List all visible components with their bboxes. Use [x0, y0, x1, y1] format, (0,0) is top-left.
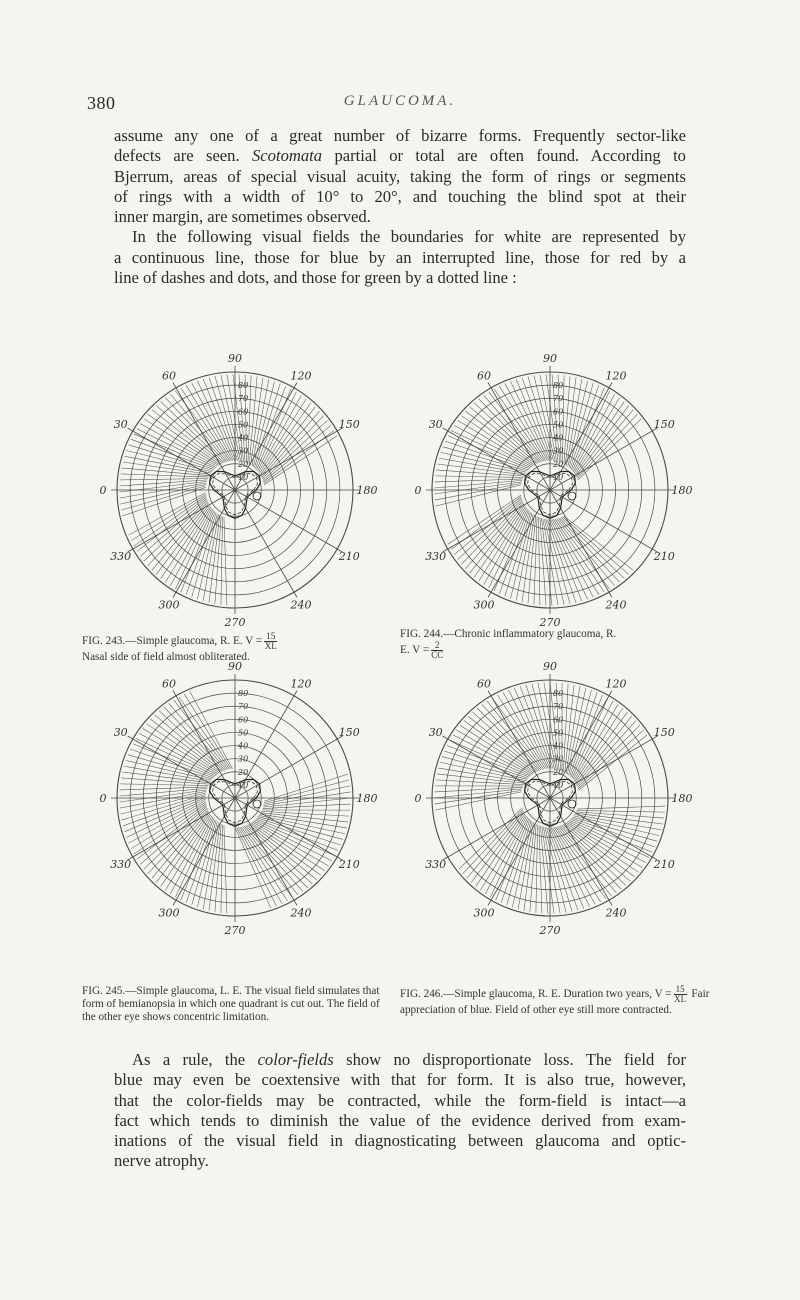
perimetry-chart [85, 340, 385, 640]
degree-label: 70 [238, 702, 249, 712]
meridian-label: 240 [605, 906, 627, 920]
hatch-line [264, 786, 350, 804]
meridian-label: 120 [605, 369, 627, 383]
hatch-line [577, 810, 665, 812]
hatch-line [224, 517, 227, 605]
meridian-label: 30 [113, 726, 128, 739]
meridian-label: 270 [539, 616, 561, 629]
degree-label: 30 [553, 754, 564, 764]
hatch-line [552, 519, 593, 597]
meridian-label: 90 [543, 352, 557, 365]
hatch-line [436, 780, 524, 785]
meridian-label: 210 [653, 858, 675, 871]
degree-label: 40 [553, 433, 564, 443]
hatch-line [435, 483, 521, 500]
blind-spot [253, 800, 261, 808]
meridian-label: 150 [653, 726, 675, 739]
degree-label: 70 [553, 394, 564, 404]
text-line: defects are seen. Scotomata partial or total are often found. According to [114, 146, 686, 166]
visual-field-chart-244 [400, 340, 700, 640]
text-line: of rings with a width of 10° to 20°, and touching the blind spot at their [114, 186, 686, 206]
meridian-label: 330 [425, 858, 447, 871]
hatch-line [438, 768, 525, 782]
hatch-line [254, 384, 280, 468]
text-line: fact which tends to diminish the value of the evidence derived from exam- [114, 1110, 686, 1130]
text-line: Bjerrum, areas of special visual acuity, taking the form of rings or segments [114, 166, 686, 186]
hatch-line [562, 517, 628, 575]
hatch-line [152, 410, 221, 464]
meridian-label: 60 [477, 369, 491, 383]
hatch-line [137, 805, 206, 859]
meridian-label: 300 [158, 906, 180, 920]
degree-label: 80 [238, 381, 249, 391]
scotomata-term: Scotomata [252, 146, 323, 166]
degree-label: 20 [553, 459, 564, 469]
hatch-line [463, 810, 523, 874]
hatch-line [516, 379, 550, 460]
meridian-label: 210 [653, 550, 675, 563]
hatch-line [148, 810, 208, 874]
perimetry-chart [400, 340, 700, 640]
hatch-line [264, 774, 348, 801]
hatch-line [140, 807, 207, 865]
hatch-line [538, 517, 539, 605]
hatch-line [237, 827, 277, 905]
degree-label: 10 [553, 780, 564, 790]
visual-field-chart-245 [85, 648, 385, 948]
hatch-line [148, 502, 208, 566]
degree-label: 70 [238, 394, 249, 404]
hatch-line [124, 797, 205, 831]
degree-label: 20 [553, 767, 564, 777]
degree-label: 10 [553, 472, 564, 482]
meridian-label: 0 [414, 484, 422, 497]
hatch-line [576, 712, 628, 783]
hatch-line [221, 825, 223, 913]
text-line: inations of the visual field in diagnosticating between glaucoma and optic- [114, 1131, 686, 1151]
hatch-line [549, 827, 583, 908]
meridian-label: 90 [228, 352, 242, 365]
hatch-line [159, 711, 223, 771]
perimetry-chart [85, 648, 385, 948]
hatch-line [261, 407, 315, 476]
hatch-line [128, 755, 213, 779]
degree-label: 30 [238, 754, 249, 764]
hatch-line [120, 478, 208, 479]
text-line: In the following visual fields the boundaries for white are represented by [132, 227, 686, 247]
meridian-label: 270 [539, 924, 561, 937]
degree-label: 80 [553, 689, 564, 699]
meridian-label: 270 [224, 616, 246, 629]
hatch-line [263, 792, 350, 806]
hatch-line [244, 826, 303, 891]
blind-spot [568, 492, 576, 500]
hatch-line [470, 504, 524, 573]
text-line: As a rule, the color-fields show no disproportionate loss. The field for [132, 1050, 687, 1069]
meridian-label: 30 [428, 726, 443, 739]
hatch-line [224, 825, 227, 913]
hatch-line [169, 703, 227, 770]
hatch-line [460, 725, 534, 773]
hatch-line [454, 498, 522, 555]
hatch-line [140, 499, 207, 557]
meridian-label: 270 [224, 924, 246, 937]
hatch-line [121, 486, 206, 510]
meridian-label: 0 [99, 484, 107, 497]
hatch-line [263, 804, 351, 809]
degree-label: 40 [238, 433, 249, 443]
hatch-line [570, 692, 597, 776]
visual-field-chart-243 [85, 340, 385, 640]
meridian-label: 300 [473, 598, 495, 612]
hatch-line [562, 825, 626, 885]
hatch-line [459, 808, 522, 869]
meridian-label: 180 [671, 484, 693, 497]
hatch-line [559, 826, 617, 893]
figure-caption-244: FIG. 244.—Chronic inflammatory glaucoma, R. E. V = $\frac{2}{CC}$ [400, 628, 617, 660]
degree-label: 70 [553, 702, 564, 712]
meridian-label: 60 [162, 677, 176, 691]
hatch-line [547, 519, 576, 602]
hatch-line [484, 395, 542, 462]
degree-label: 60 [238, 715, 249, 725]
meridian-label: 30 [113, 418, 128, 431]
degree-label: 50 [553, 420, 564, 430]
meridian-label: 210 [338, 858, 360, 871]
hatch-line [257, 818, 341, 845]
meridian-label: 90 [228, 660, 242, 673]
hatch-line [564, 516, 633, 570]
meridian-label: 330 [425, 550, 447, 563]
hatch-line [221, 517, 223, 605]
figure-caption-245: FIG. 245.—Simple glaucoma, L. E. The visual field simulates that form of hemianopsia in which one quadrant is cut out. The field of the other eye shows concentric limitation. [82, 985, 380, 1023]
degree-label: 50 [238, 728, 249, 738]
hatch-line [435, 787, 523, 792]
meridian-label: 150 [653, 418, 675, 431]
meridian-label: 120 [290, 369, 312, 383]
hatch-line [577, 806, 665, 809]
degree-label: 60 [238, 407, 249, 417]
hatch-line [259, 815, 345, 833]
hatch-line [134, 434, 215, 468]
hatch-line [434, 789, 522, 798]
meridian-label: 300 [158, 598, 180, 612]
meridian-label: 300 [473, 906, 495, 920]
hatch-line [435, 476, 523, 478]
hatch-line [507, 821, 531, 906]
degree-label: 80 [238, 689, 249, 699]
fraction: $\frac{15}{XL}$ [264, 631, 277, 651]
hatch-line [257, 389, 291, 470]
figure-caption-246: FIG. 246.—Simple glaucoma, R. E. Duration two years, V = $\frac{15}{XL}$ Fair appreciation of blue. Field of other eye still more contracted. [400, 984, 710, 1016]
meridian-label: 120 [605, 677, 627, 691]
hatch-line [179, 697, 229, 769]
hatch-line [536, 825, 538, 913]
hatch-line [263, 425, 331, 482]
hatch-line [443, 447, 528, 471]
hatch-line [444, 751, 528, 778]
hatch-line [120, 484, 206, 504]
hatch-line [578, 419, 641, 480]
closing-paragraph [114, 1050, 686, 1172]
hatch-line [509, 690, 549, 768]
text-line: a continuous line, those for blue by an interrupted line, those for red by a [114, 247, 686, 267]
meridian-label: 150 [338, 726, 360, 739]
text-line: that the color-fields may be contracted, while the form-field is intact—a [114, 1090, 686, 1110]
hatch-line [129, 445, 213, 471]
perimetry-chart [400, 648, 700, 948]
fraction: $\frac{15}{XL}$ [674, 984, 687, 1004]
degree-label: 60 [553, 715, 564, 725]
hatch-line [435, 790, 522, 804]
meridian-label: 180 [671, 792, 693, 805]
hatch-line [474, 403, 538, 463]
meridian-label: 240 [290, 906, 312, 920]
meridian-label: 0 [99, 792, 107, 805]
hatch-line [573, 817, 658, 841]
blind-spot [253, 492, 261, 500]
degree-label: 40 [553, 741, 564, 751]
figure-caption-243: FIG. 243.—Simple glaucoma, R. E. V = $\frac{15}{XL}$ Nasal side of field almost obliterated. [82, 631, 277, 663]
hatch-line [578, 730, 643, 789]
hatch-line [566, 686, 580, 773]
text-line: assume any one of a great number of bizarre forms. Frequently sector-like [114, 126, 686, 145]
hatch-line [120, 791, 206, 808]
meridian-label: 210 [338, 550, 360, 563]
text-line: inner margin, are sometimes observed. [114, 207, 371, 227]
text-line: nerve atrophy. [114, 1151, 209, 1171]
degree-label: 30 [238, 446, 249, 456]
degree-label: 10 [238, 780, 249, 790]
hatch-line [250, 824, 321, 876]
hatch-line [577, 414, 637, 478]
meridian-label: 330 [110, 858, 132, 871]
meridian-label: 240 [605, 598, 627, 612]
hatch-line [543, 827, 560, 913]
meridian-label: 330 [110, 550, 132, 563]
blind-spot [568, 800, 576, 808]
hatch-line [563, 684, 568, 772]
meridian-label: 120 [290, 677, 312, 691]
degree-label: 60 [553, 407, 564, 417]
color-fields-term: color-fields [257, 1050, 334, 1069]
intro-paragraph [114, 126, 686, 288]
meridian-label: 60 [477, 677, 491, 691]
hatch-line [174, 700, 228, 769]
hatch-line [489, 392, 543, 461]
hatch-line [440, 762, 526, 780]
hatch-line [251, 823, 325, 871]
hatch-line [567, 688, 585, 774]
degree-label: 50 [238, 420, 249, 430]
meridian-label: 60 [162, 369, 176, 383]
meridian-label: 150 [338, 418, 360, 431]
degree-label: 50 [553, 728, 564, 738]
running-head: GLAUCOMA. [343, 93, 457, 109]
degree-label: 40 [238, 741, 249, 751]
hatch-line [137, 497, 206, 551]
hatch-line [120, 784, 208, 786]
hatch-line [192, 513, 216, 598]
meridian-label: 180 [356, 792, 378, 805]
hatch-line [260, 814, 347, 828]
hatch-line [505, 512, 531, 596]
degree-label: 80 [553, 381, 564, 391]
hatch-line [192, 383, 233, 461]
hatch-line [209, 377, 238, 460]
hatch-line [435, 792, 521, 810]
meridian-label: 180 [356, 484, 378, 497]
hatch-line [482, 704, 541, 769]
meridian-label: 0 [414, 792, 422, 805]
text-line: blue may even be coextensive with that for form. It is also true, however, [114, 1070, 686, 1090]
visual-field-chart-246 [400, 648, 700, 948]
degree-label: 10 [238, 472, 249, 482]
degree-label: 30 [553, 446, 564, 456]
degree-label: 20 [238, 767, 249, 777]
page-number: 380 [87, 93, 116, 113]
hatch-line [575, 708, 623, 782]
hatch-line [261, 811, 349, 816]
hatch-line [494, 510, 528, 591]
text-line: line of dashes and dots, and those for green by a dotted line : [114, 268, 517, 288]
hatch-line [192, 821, 216, 906]
meridian-label: 240 [290, 598, 312, 612]
hatch-line [464, 721, 535, 773]
hatch-line [569, 383, 593, 468]
meridian-label: 90 [543, 660, 557, 673]
degree-label: 20 [238, 459, 249, 469]
hatch-line [557, 827, 611, 896]
meridian-label: 30 [428, 418, 443, 431]
fraction: $\frac{2}{CC}$ [431, 640, 444, 660]
